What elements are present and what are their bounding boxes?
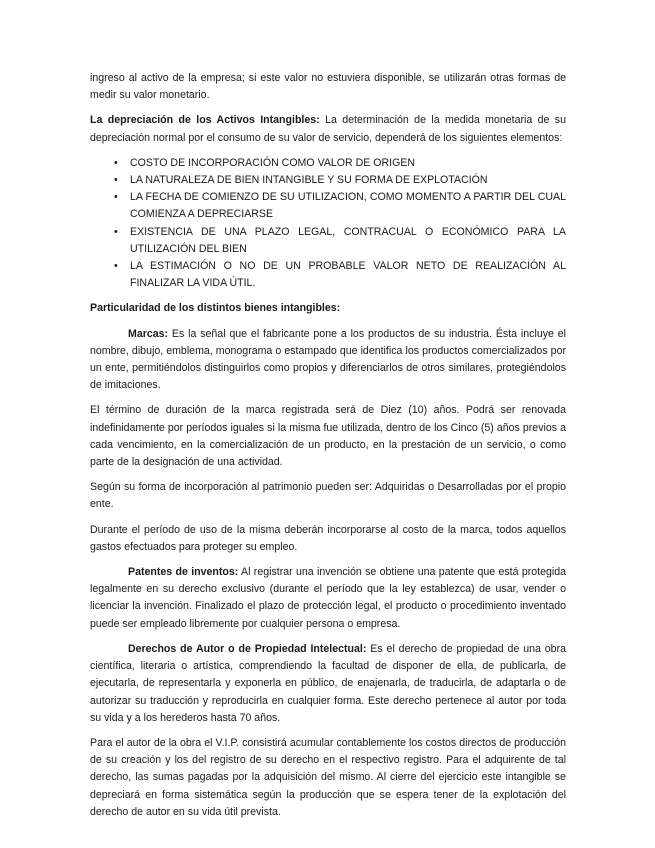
list-item (90, 189, 566, 223)
paragraph-periodo: Durante el período de uso de la misma deberán incorporarse al costo de la marca, todos aquellos gastos efectuados para proteger su empleo. (90, 523, 566, 553)
paragraph-depreciacion (90, 112, 566, 146)
document-page (90, 70, 566, 829)
paragraph-duracion: El término de duración de la marca registrada será de Diez (10) años. Podrá ser renovada indefinidamente por períodos iguales si la misma fue utilizada, dentro de los Cinco (5) años previos a cada vencimiento, en la comercialización de un producto, en la prestación de un servicio, o como parte de la designación de una actividad. (90, 404, 566, 469)
list-item (90, 224, 566, 258)
paragraph-forma: Según su forma de incorporación al patrimonio pueden ser: Adquiridas o Desarrolladas por el propio ente. (90, 481, 566, 511)
bullet-icon: • (114, 174, 118, 187)
list-item-text: LA ESTIMACIÓN O NO DE UN PROBABLE VALOR NETO DE REALIZACIÓN AL FINALIZAR LA VIDA ÚTIL. (130, 260, 566, 290)
marcas-heading: Marcas: (128, 327, 169, 340)
patentes-heading: Patentes de inventos: (128, 566, 239, 579)
marcas-text: Es la señal que el fabricante pone a los productos de su industria. Ésta incluye el nombre, dibujo, emblema, monograma o estampado que identifica los productos comercializados por un ente, permitiéndolos distinguirlos como propios y diferenciarlos de otros similares, protegiéndolos de imitaciones. (90, 327, 566, 392)
depreciacion-heading: La depreciación de los Activos Intangibles: (90, 114, 320, 127)
bullet-icon: • (114, 191, 118, 204)
list-item (90, 155, 566, 172)
list-item-text: EXISTENCIA DE UNA PLAZO LEGAL, CONTRACUAL O ECONÓMICO PARA LA UTILIZACIÓN DEL BIEN (130, 225, 566, 255)
paragraph-autor: Para el autor de la obra el V.I.P. consistirá acumular contablemente los costos directos de producción de su creación y los del registro de su derecho en el respectivo registro. Para el adquirente de tal derecho, las sumas pagadas por la adquisición del mismo. Al cierre del ejercicio este intangible se depreciará en forma sistemática según la producción que se espera tener de la explotación del derecho de autor en su vida útil prevista. (90, 736, 566, 818)
paragraph-patentes (90, 564, 566, 633)
list-item-text: LA NATURALEZA DE BIEN INTANGIBLE Y SU FORMA DE EXPLOTACIÓN (130, 174, 488, 187)
paragraph-marcas (90, 326, 566, 395)
bullet-icon: • (114, 260, 118, 273)
paragraph-intro: ingreso al activo de la empresa; si este valor no estuviera disponible, se utilizarán otras formas de medir su valor monetario. (90, 72, 566, 102)
list-item (90, 172, 566, 189)
elements-list (90, 155, 566, 293)
patentes-text: Al registrar una invención se obtiene una patente que está protegida legalmente en su derecho exclusivo (durante el período que la ley establezca) de usar, vender o licenciar la invención. Finalizado el plazo de protección legal, el producto o procedimiento inventado puede ser empleado libremente por cualquier persona o empresa. (90, 566, 566, 630)
list-item (90, 258, 566, 292)
paragraph-derechos (90, 641, 566, 727)
bullet-icon: • (114, 156, 118, 169)
depreciacion-text: La determinación de la medida monetaria de su depreciación normal por el consumo de su valor de servicio, dependerá de los siguientes elementos: (90, 114, 566, 144)
heading-particularidad: Particularidad de los distintos bienes intangibles: (90, 302, 341, 315)
list-item-text: LA FECHA DE COMIENZO DE SU UTILIZACION, COMO MOMENTO A PARTIR DEL CUAL COMIENZA A DEPRECIARSE (130, 191, 566, 221)
derechos-text: Es el derecho de propiedad de una obra científica, literaria o artística, comprendiendo la facultad de disponer de ella, de publicarla, de ejecutarla, de representarla y exponerla en público, de enajenarla, de traducirla, de adaptarla o de autorizar su traducción y reproducirla en cualquier forma. Este derecho pertenece al autor por toda su vida y a los herederos hasta 70 años. (90, 642, 566, 724)
list-item-text: COSTO DE INCORPORACIÓN COMO VALOR DE ORIGEN (130, 156, 416, 169)
bullet-icon: • (114, 225, 118, 238)
derechos-heading: Derechos de Autor o de Propiedad Intelectual: (128, 642, 367, 655)
